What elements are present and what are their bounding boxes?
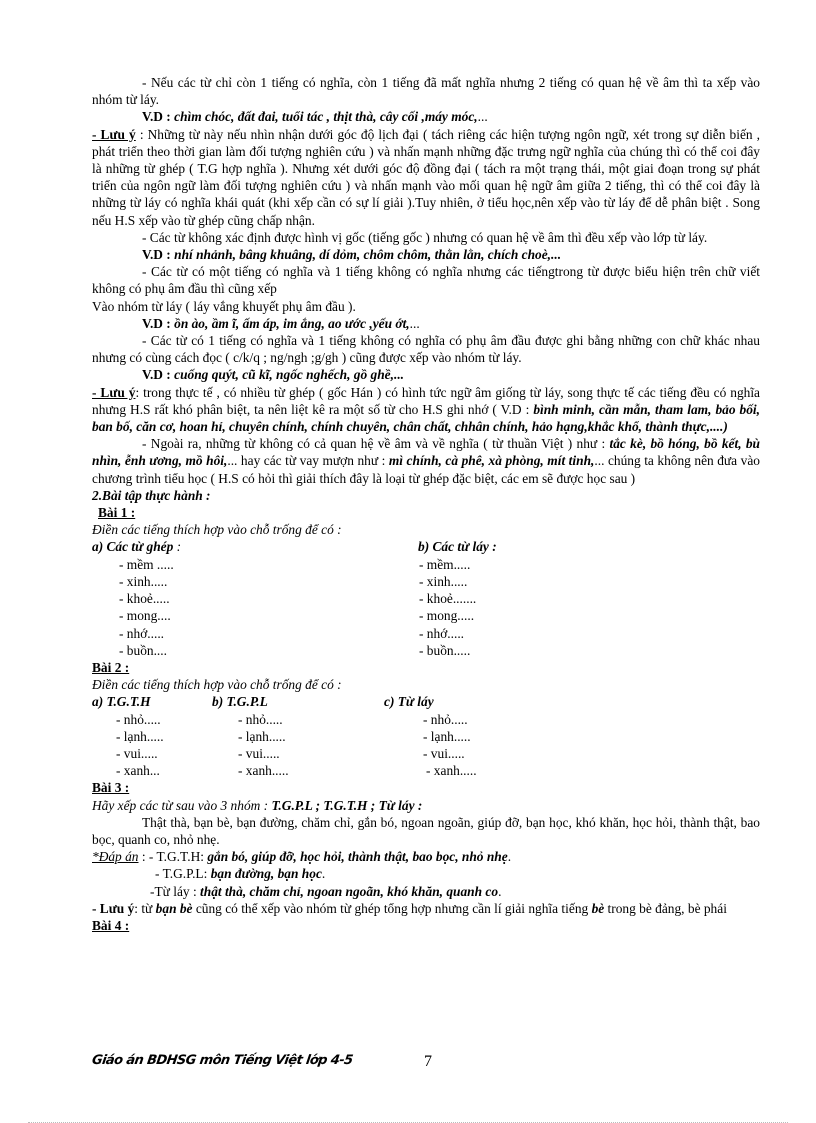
paragraph xyxy=(92,435,760,487)
text: . xyxy=(498,883,502,899)
text: . xyxy=(507,849,512,865)
blank-item: - xinh..... xyxy=(419,573,468,589)
answer-line xyxy=(92,848,760,865)
text: - Nếu các từ chỉ còn 1 tiếng có nghĩa, còn 1 tiếng đã mất nghĩa nhưng 2 tiếng có quan hệ về âm thì ta xếp vào nhóm từ láy. xyxy=(92,75,760,108)
blank-item: - nhớ..... xyxy=(419,625,465,641)
exercise-title-text: Bài 1 : xyxy=(98,505,136,521)
blank-item: - lạnh..... xyxy=(423,728,471,744)
note-paragraph xyxy=(92,384,760,436)
blank-item: - khoẻ..... xyxy=(119,591,170,607)
exercise-title-text: Bài 2 : xyxy=(92,659,130,675)
example-label: V.D : xyxy=(142,367,175,383)
text: ... hay các từ vay mượn như : xyxy=(227,453,389,469)
text: Hãy xếp các từ sau vào 3 nhóm : xyxy=(92,797,272,813)
exercise-row xyxy=(92,745,760,762)
text: : từ xyxy=(134,900,156,916)
example-line xyxy=(92,108,760,125)
column-a-label: a) Các từ ghép xyxy=(92,539,174,555)
exercise-columns-header xyxy=(92,693,760,710)
note-label: - Lưu ý xyxy=(92,900,135,916)
text: - Các từ không xác định được hình vị gốc (tiếng gốc ) nhưng có quan hệ về âm thì đều xếp vào lớp từ láy. xyxy=(142,229,708,245)
blank-item: - xanh..... xyxy=(238,763,289,779)
note-label: - Lưu ý xyxy=(92,384,136,400)
blank-item: - mong..... xyxy=(419,608,475,624)
column-b-header: b) Các từ láy : xyxy=(418,539,497,555)
example-label: V.D : xyxy=(142,109,175,125)
exercise-title xyxy=(92,504,760,521)
text: trong bè đảng, bè phái xyxy=(604,900,727,916)
exercise-title xyxy=(92,779,760,796)
exercise-title-text: Bài 3 : xyxy=(92,780,130,796)
exercise-instruction: Điền các tiếng thích hợp vào chỗ trống để có : xyxy=(92,677,342,693)
exercise-title xyxy=(92,917,760,934)
page-footer xyxy=(92,1053,760,1077)
text: ... xyxy=(477,109,488,125)
example-line xyxy=(92,315,760,332)
note-paragraph xyxy=(92,900,760,917)
text: bạn bè xyxy=(155,900,193,916)
exercise-row xyxy=(92,607,760,624)
exercise-row xyxy=(92,573,760,590)
blank-item: - buồn.... xyxy=(119,642,167,658)
text: Vào nhóm từ láy ( láy vắng khuyết phụ âm đầu ). xyxy=(92,298,356,314)
word-list: Thật thà, bạn bè, bạn đường, chăm chỉ, gắn bó, ngoan ngoãn, giúp đỡ, bạn học, khó khăn, học hỏi, thành thật, bao bọc, quanh co, nhỏ nhẹ. xyxy=(92,814,760,847)
text: . xyxy=(321,866,326,882)
blank-item: - vui..... xyxy=(238,745,280,761)
note-label: - Lưu ý xyxy=(92,126,136,142)
text: T.G.P.L ; T.G.T.H ; Từ láy : xyxy=(271,797,423,813)
blank-item: - nhớ..... xyxy=(119,625,165,641)
exercise-1-rows xyxy=(92,556,760,659)
exercise-row xyxy=(92,762,760,779)
blank-item: - xanh... xyxy=(116,763,160,779)
blank-item: - lạnh..... xyxy=(116,728,164,744)
example-words: chìm chóc, đất đai, tuổi tác , thịt thà, cây cối ,máy móc, xyxy=(174,109,478,125)
exercise-instruction xyxy=(92,797,760,814)
text: ... xyxy=(409,315,420,331)
blank-item: - nhỏ..... xyxy=(238,711,283,727)
answer-words: bạn đường, bạn học xyxy=(210,866,322,882)
text: : xyxy=(173,539,182,555)
column-header: b) T.G.P.L xyxy=(212,694,268,710)
blank-item: - lạnh..... xyxy=(238,728,286,744)
paragraph xyxy=(92,298,760,315)
answer-line xyxy=(92,883,760,900)
example-words: tắc kè, bồ hóng, bồ kết, bù nhìn, ễnh ương, mồ hôi, xyxy=(92,436,760,469)
example-line xyxy=(92,246,760,263)
example-words: bình minh, cần mẫn, tham lam, bảo bối, ban bố, căn cơ, hoan hỉ, chuyên chính, chính chuyên, chân chất, chhân chính, hảo hạng,khắc khổ, thành thực,....) xyxy=(92,401,760,435)
blank-item: - nhỏ..... xyxy=(116,711,161,727)
blank-item: - buồn..... xyxy=(419,642,471,658)
paragraph xyxy=(92,74,760,108)
blank-item: - vui..... xyxy=(423,745,465,761)
text: bè xyxy=(591,900,605,916)
blank-item: - vui..... xyxy=(116,745,158,761)
column-header: a) T.G.T.H xyxy=(92,694,151,710)
exercise-row xyxy=(92,556,760,573)
exercise-title xyxy=(92,659,760,676)
text: - Ngoài ra, những từ không có cả quan hệ về âm và về nghĩa ( từ thuần Việt ) như : xyxy=(142,436,610,452)
section-heading: 2.Bài tập thực hành : xyxy=(92,487,211,503)
answer-words: thật thà, chăm chỉ, ngoan ngoãn, khó khăn, quanh co xyxy=(200,883,499,899)
blank-item: - mềm..... xyxy=(419,556,471,572)
column-header: c) Từ láy xyxy=(384,694,434,710)
example-words: cuống quýt, cũ kĩ, ngốc nghếch, gồ ghề,... xyxy=(174,367,405,383)
blank-item: - mềm ..... xyxy=(119,556,174,572)
example-words: nhí nhảnh, bâng khuâng, dí dỏm, chôm chôm, thằn lằn, chích choè,... xyxy=(174,247,562,263)
text: cũng có thể xếp vào nhóm từ ghép tổng hợp nhưng cần lí giải nghĩa tiếng xyxy=(192,900,592,916)
exercise-row xyxy=(92,711,760,728)
exercise-row xyxy=(92,728,760,745)
text: - Các từ có 1 tiếng có nghĩa và 1 tiếng không có nghĩa có phụ âm đầu được ghi bằng những con chữ khác nhau nhưng có cùng cách đọc ( c/k/q ; ng/ngh ;g/gh ) cũng được xếp vào nhóm từ láy. xyxy=(92,333,760,366)
example-label: V.D : xyxy=(142,247,175,263)
example-line xyxy=(92,366,760,383)
answer-label: *Đáp án xyxy=(92,849,139,865)
page-number: 7 xyxy=(424,1053,432,1070)
paragraph xyxy=(92,229,760,246)
exercise-row xyxy=(92,642,760,659)
exercise-instruction: Điền các tiếng thích hợp vào chỗ trống để có : xyxy=(92,522,342,538)
text: - T.G.P.L: xyxy=(155,866,211,882)
paragraph xyxy=(92,263,760,297)
text: : trong thực tế , có nhiều từ ghép ( gốc Hán ) có hình tức ngữ âm giống từ láy, song thực tế các tiếng đều có nghĩa nhưng H.S rất khó phân biệt, ta nên liệt kê ra một số từ cho H.S ghi nhớ ( V.D : xyxy=(92,384,760,417)
note-paragraph xyxy=(92,126,760,229)
column-a-header xyxy=(92,538,418,555)
answer-line xyxy=(92,865,760,882)
document-body xyxy=(92,74,760,934)
exercise-row xyxy=(92,590,760,607)
exercise-row xyxy=(92,625,760,642)
footer-title: Giáo án BDHSG môn Tiếng Việt lớp 4-5 xyxy=(90,1053,354,1068)
text: -Từ láy : xyxy=(150,883,201,899)
blank-item: - xanh..... xyxy=(426,763,477,779)
example-words: mì chính, cà phê, xà phòng, mít tinh, xyxy=(388,453,595,469)
text: : Những từ này nếu nhìn nhận dưới góc độ lịch đại ( tách riêng các hiện tượng ngôn ngữ, xét trong sự diễn biến , phát triển theo thời gian làm đối tượng nghiên cứu ) và nhấn mạnh những đặc trưng ngữ nghĩa của chúng thì có thể coi đây là những từ ghép ( T.G hợp nghĩa ). Nhưng xét dưới góc độ đồng đại ( tách ra một trạng thái, một giai đoạn trong sự phát triển của ngôn ngữ làm đối tượng nghiên cứu ) và nhấn mạnh vào mối quan hệ ngữ âm giữa 2 tiếng, thì có thể coi đây là những từ láy có nghĩa khái quát (khi xếp cần có sự lí giải ).Tuy nhiên, ở tiểu học,nên xếp vào từ láy để dễ phân biệt . Song nếu H.S xếp vào từ ghép cũng chấp nhận. xyxy=(92,126,761,228)
exercise-title-text: Bài 4 : xyxy=(92,917,130,933)
blank-item: - mong.... xyxy=(119,608,171,624)
blank-item: - khoẻ....... xyxy=(419,591,477,607)
paragraph xyxy=(92,332,760,366)
answer-words: gắn bó, giúp đỡ, học hỏi, thành thật, bao bọc, nhỏ nhẹ xyxy=(207,849,508,865)
blank-item: - xinh..... xyxy=(119,573,168,589)
text: : - T.G.T.H: xyxy=(138,849,208,865)
example-words: ồn ào, ầm ĩ, ấm áp, im ắng, ao ước ,yếu ớt, xyxy=(174,315,410,331)
example-label: V.D : xyxy=(142,315,175,331)
exercise-2-rows xyxy=(92,711,760,780)
exercise-columns-header xyxy=(92,538,760,555)
blank-item: - nhỏ..... xyxy=(423,711,468,727)
text: ... chúng ta không nên đưa vào chương trình tiểu học ( H.S có hỏi thì giải thích đây là loại từ ghép đặc biệt, các em sẽ được học sau ) xyxy=(92,453,760,486)
text: - Các từ có một tiếng có nghĩa và 1 tiếng không có nghĩa nhưng các tiếngtrong từ được biểu hiện trên chữ viết không có phụ âm đầu thì cũng xếp xyxy=(92,264,760,297)
